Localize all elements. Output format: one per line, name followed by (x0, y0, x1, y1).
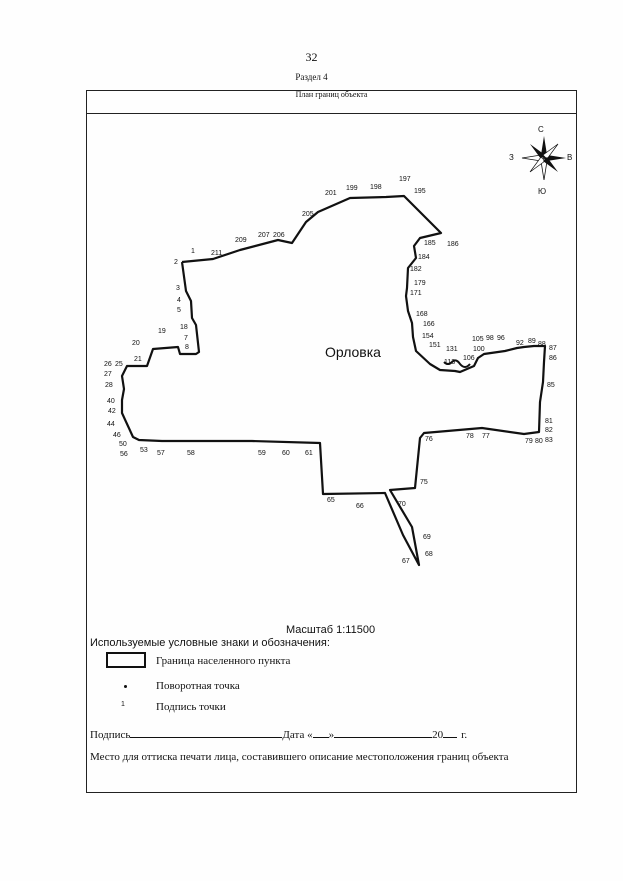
point-label: 40 (107, 398, 115, 405)
point-label: 26 (104, 361, 112, 368)
point-label: 186 (447, 241, 459, 248)
date-close: » (328, 729, 335, 741)
point-label: 211 (211, 250, 223, 257)
point-label: 80 (535, 438, 543, 445)
point-label: 53 (140, 447, 148, 454)
compass-rose-icon (522, 136, 566, 180)
point-label: 82 (545, 427, 553, 434)
point-label: 195 (414, 188, 426, 195)
point-label: 76 (425, 436, 433, 443)
signature-line (90, 726, 467, 741)
legend-title: Используемые условные знаки и обозначения: (90, 637, 330, 649)
point-label: 27 (104, 371, 112, 378)
date-label: Дата « (282, 729, 313, 741)
compass-north-label: С (538, 125, 544, 134)
point-label: 100 (473, 346, 485, 353)
point-label: 57 (157, 450, 165, 457)
point-label: 205 (302, 211, 314, 218)
point-label: 3 (176, 285, 180, 292)
date-day-blank[interactable] (313, 726, 329, 738)
point-label: 151 (429, 342, 441, 349)
signature-label: Подпись (90, 729, 131, 741)
point-label: 98 (486, 335, 494, 342)
point-label: 131 (446, 346, 458, 353)
point-label: 8 (185, 344, 189, 351)
point-label: 42 (108, 408, 116, 415)
point-label: 66 (356, 503, 364, 510)
point-label: 18 (180, 324, 188, 331)
point-label: 83 (545, 437, 553, 444)
point-label: 28 (105, 382, 113, 389)
point-label: 179 (414, 280, 426, 287)
point-label: 198 (370, 184, 382, 191)
point-label: 96 (497, 335, 505, 342)
point-label: 166 (423, 321, 435, 328)
point-label: 88 (538, 341, 546, 348)
legend-point-label-label: Подпись точки (156, 701, 226, 713)
point-label: 46 (113, 432, 121, 439)
point-label: 75 (420, 479, 428, 486)
signature-blank[interactable] (130, 726, 282, 738)
page-number: 32 (305, 50, 318, 64)
point-label: 79 (525, 438, 533, 445)
point-label: 105 (472, 336, 484, 343)
point-label: 85 (547, 382, 555, 389)
point-label: 7 (184, 335, 188, 342)
legend-dot-icon (124, 685, 127, 688)
point-label: 78 (466, 433, 474, 440)
point-label: 171 (410, 290, 422, 297)
point-label: 184 (418, 254, 430, 261)
point-label: 68 (425, 551, 433, 558)
point-label: 4 (177, 297, 181, 304)
point-label: 77 (482, 433, 490, 440)
compass-west-label: З (509, 153, 514, 162)
point-label: 207 (258, 232, 270, 239)
point-label: 87 (549, 345, 557, 352)
point-label: 113 (444, 359, 456, 366)
section-title: Раздел 4 (295, 72, 328, 82)
date-month-blank[interactable] (334, 726, 432, 738)
settlement-boundary (122, 196, 545, 565)
point-label: 19 (158, 328, 166, 335)
point-label: 106 (463, 355, 475, 362)
scale-text: Масштаб 1:11500 (286, 624, 376, 636)
point-label: 206 (273, 232, 285, 239)
year-blank[interactable] (443, 726, 457, 738)
village-name: Орловка (325, 344, 381, 360)
point-label: 44 (107, 421, 115, 428)
compass-east-label: В (567, 153, 573, 162)
legend-boundary-symbol (106, 652, 146, 668)
point-label: 58 (187, 450, 195, 457)
point-label: 182 (410, 266, 422, 273)
point-label: 59 (258, 450, 266, 457)
point-label: 81 (545, 418, 553, 425)
stamp-place-text: Место для оттиска печати лица, составившего описание местоположения границ объекта (90, 751, 509, 763)
point-label: 2 (174, 259, 178, 266)
point-label: 5 (177, 307, 181, 314)
point-label: 201 (325, 190, 337, 197)
point-label: 209 (235, 237, 247, 244)
point-label: 21 (134, 356, 142, 363)
compass-south-label: Ю (538, 187, 547, 196)
point-label: 199 (346, 185, 358, 192)
plan-title: План границ объекта (295, 90, 368, 99)
legend-boundary-label: Граница населенного пункта (156, 655, 291, 667)
legend-turning-point-label: Поворотная точка (156, 680, 240, 692)
point-label: 86 (549, 355, 557, 362)
point-label: 56 (120, 451, 128, 458)
year-suffix: г. (461, 729, 468, 741)
point-label: 168 (416, 311, 428, 318)
point-label: 69 (423, 534, 431, 541)
point-label: 1 (191, 248, 195, 255)
point-label: 50 (119, 441, 127, 448)
point-label: 25 (115, 361, 123, 368)
point-label: 70 (398, 501, 406, 508)
year-prefix: 20 (432, 729, 444, 741)
point-label: 61 (305, 450, 313, 457)
point-label: 185 (424, 240, 436, 247)
point-label: 20 (132, 340, 140, 347)
point-label: 154 (422, 333, 434, 340)
point-label: 92 (516, 340, 524, 347)
point-label: 60 (282, 450, 290, 457)
point-label: 65 (327, 497, 335, 504)
point-label: 67 (402, 558, 410, 565)
point-label: 89 (528, 338, 536, 345)
point-label: 197 (399, 176, 411, 183)
legend-point-number-symbol: 1 (121, 701, 125, 708)
